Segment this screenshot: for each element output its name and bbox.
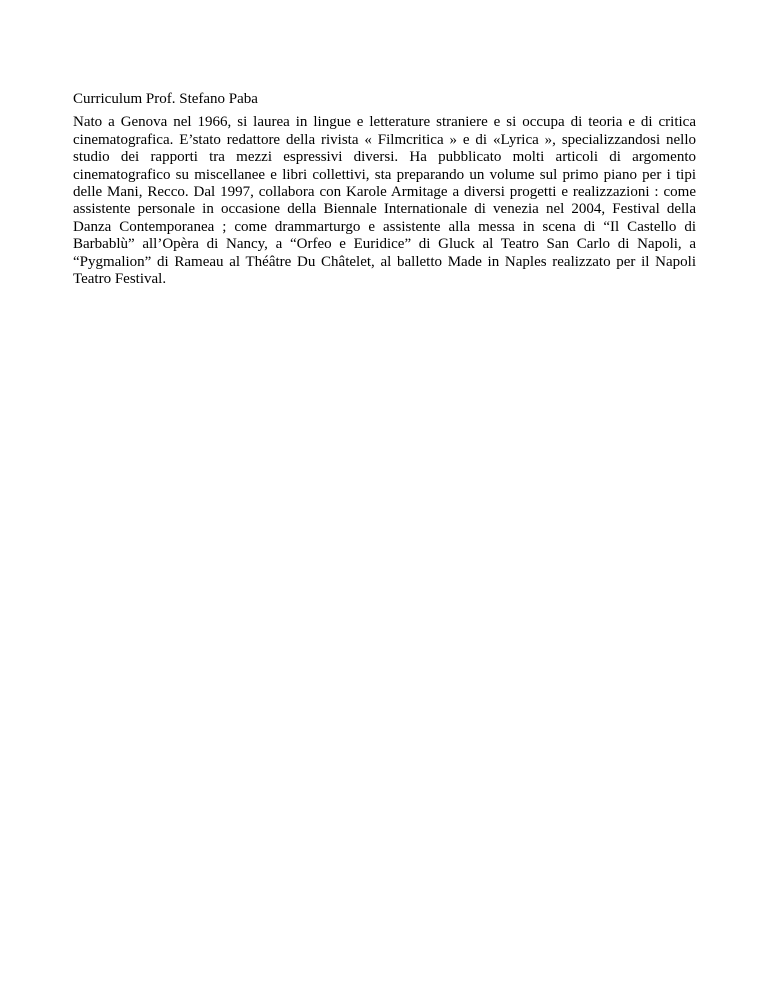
document-paragraph: Nato a Genova nel 1966, si laurea in lingue e letterature straniere e si occupa di teoria e di critica cinematografica. E’stato redattore della rivista « Filmcritica » e di «Lyrica », specializzandosi nello studio dei rapporti tra mezzi espressivi diversi. Ha pubblicato molti articoli di argomento cinematografico su miscellanee e libri collettivi, sta preparando un volume sul primo piano per i tipi delle Mani, Recco. Dal 1997, collabora con Karole Armitage a diversi progetti e realizzazioni : come assistente personale in occasione della Biennale Internationale di venezia nel 2004, Festival della Danza Contemporanea ; come drammarturgo e assistente alla messa in scena di “Il Castello di Barbablù” all’Opèra di Nancy, a “Orfeo e Euridice” di Gluck al Teatro San Carlo di Napoli, a “Pygmalion” di Rameau al Théâtre Du Châtelet, al balletto Made in Naples realizzato per il Napoli Teatro Festival.	[73, 114, 696, 288]
document-content	[73, 91, 696, 288]
document-title: Curriculum Prof. Stefano Paba	[73, 91, 258, 107]
